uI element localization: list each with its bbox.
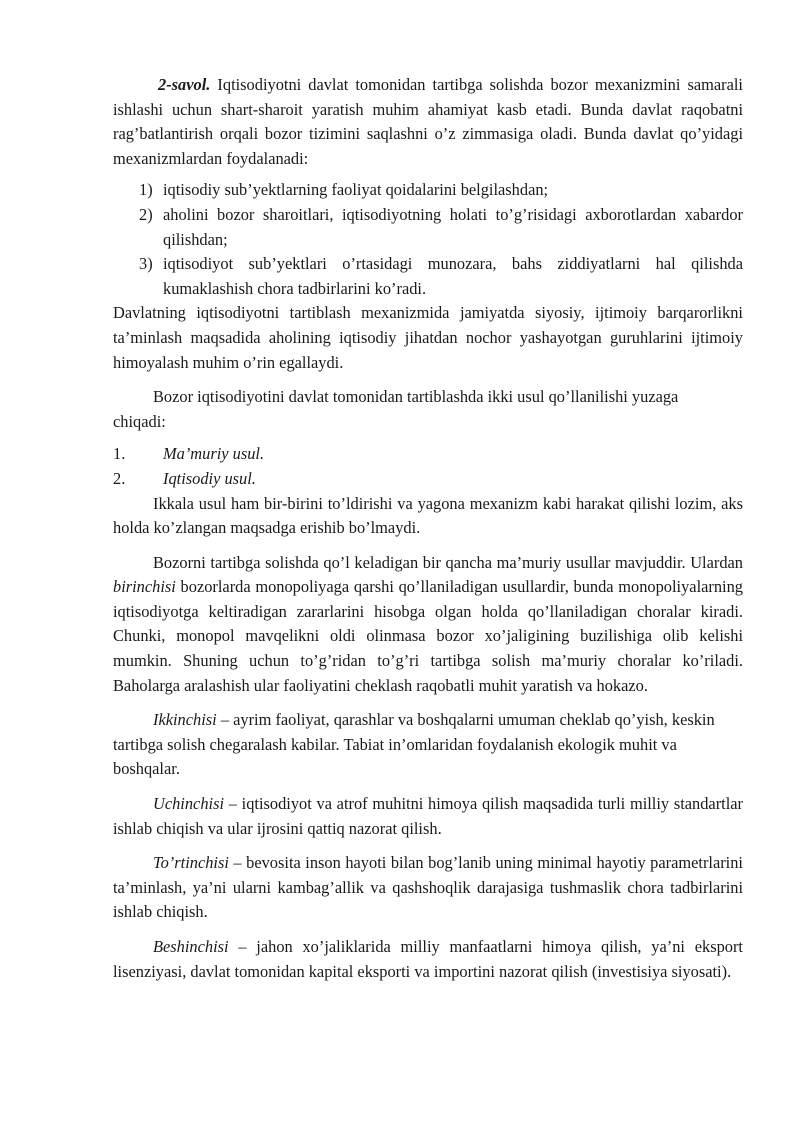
paragraph-complement: Ikkala usul ham bir-birini to’ldirishi va yagona mexanizm kabi harakat qilishi lozim, aks holda ko’zlangan maqsadga erishib bo’lmaydi. <box>113 493 743 538</box>
list-item <box>113 467 743 492</box>
list-item-text: iqtisodiy sub’yektlarning faoliyat qoidalarini belgilashdan; <box>163 180 549 200</box>
emphasis-third: Uchinchisi <box>153 794 225 814</box>
paragraph-text: – ayrim faoliyat, qarashlar va boshqalarni umuman cheklab qo’yish, keskin tartibga solish chegaralash kabilar. Tabiat in’omlaridan foydalanish ekologik muhit va boshqalar. <box>113 710 715 779</box>
paragraph-two-methods: Bozor iqtisodiyotini davlat tomonidan tartiblashda ikki usul qo’llanilishi yuzaga chiqadi: <box>113 387 679 431</box>
list-item-text: Ma’muriy usul. <box>163 444 265 464</box>
paragraph-text: Bozorni tartibga solishda qo’l keladigan bir qancha ma’muriy usullar mavjuddir. Ulardan <box>153 552 743 572</box>
list-number: 3) <box>139 254 153 274</box>
emphasis-first: birinchisi <box>113 577 176 597</box>
emphasis-fifth: Beshinchisi <box>153 937 229 956</box>
emphasis-fourth: To’rtinchisi <box>153 853 229 873</box>
paragraph-text: bozorlarda monopoliyaga qarshi qo’llaniladigan usullardir, bunda monopoliyalarning iqtisodiyotga keltiradigan zararlarini hisobga olgan holda qo’llaniladigan choralar kiradi. Chunki, monopol mavqelikni oldi olinmasa bozor xo’jaligining buzilishiga olib kelishi mumkin. Shuning uchun to’g’ridan to’g’ri tartibga solish ma’muriy choralar ko’riladi. Baholarga aralashish ular faoliyatini cheklash raqobatli muhit yaratish va hokazo. <box>113 577 743 695</box>
question-label: 2-savol. <box>158 75 211 94</box>
list-item-text: Iqtisodiy usul. <box>163 468 256 488</box>
list-item <box>113 178 743 203</box>
paragraph-third <box>113 792 743 841</box>
paragraph-question-2 <box>113 73 743 171</box>
list-number: 1. <box>113 444 126 464</box>
list-number: 1) <box>139 180 153 200</box>
list-item-text: aholini bozor sharoitlari, iqtisodiyotning holati to’g’risidagi axborotlardan xabardor qilishdan; <box>163 204 743 249</box>
list-item <box>113 203 743 252</box>
paragraph-text: – bevosita inson hayoti bilan bog’lanib uning minimal hayotiy parametrlarini ta’minlash, ya’ni ularni kambag’allik va qashshoqlik darajasiga tushmaslik chora tadbirlarini ishlab chiqish. <box>113 853 743 922</box>
list-number: 2) <box>139 204 153 224</box>
paragraph-fifth <box>113 935 743 984</box>
emphasis-second: Ikkinchisi <box>153 710 217 730</box>
paragraph-fourth <box>113 851 743 925</box>
mechanisms-list <box>113 178 743 301</box>
document-page <box>113 73 743 984</box>
paragraph-administrative <box>113 551 743 699</box>
paragraph-text: Iqtisodiyotni davlat tomonidan tartibga solishda bozor mexanizmini samarali ishlashi uchun shart-sharoit yaratish muhim ahamiyat kasb etadi. Bunda davlat raqobatni rag’batlantirish orqali bozor tizimini saqlashni o’z zimmasiga oladi. Bunda davlat qo’yidagi mexanizmlardan foydalanadi: <box>113 75 743 168</box>
paragraph-text: – jahon xo’jaliklarida milliy manfaatlarni himoya qilish, ya’ni eksport lisenziyasi, davlat tomonidan kapital eksporti va importini nazorat qilish (investisiya siyosati). <box>113 937 743 981</box>
list-number: 2. <box>113 468 126 488</box>
paragraph-text: – iqtisodiyot va atrof muhitni himoya qilish maqsadida turli milliy standartlar ishlab chiqish va ular ijrosini qattiq nazorat qilish. <box>113 794 743 838</box>
list-item-text: iqtisodiyot sub’yektlari o’rtasidagi munozara, bahs ziddiyatlarni hal qilishda kumaklashish chora tadbirlarini ko’radi. <box>163 254 743 298</box>
list-item <box>113 252 743 301</box>
methods-list <box>113 442 743 491</box>
list-item <box>113 442 743 467</box>
paragraph-social-protection: Davlatning iqtisodiyotni tartiblash mexanizmida jamiyatda siyosiy, ijtimoiy barqarorlikni ta’minlash maqsadida aholining iqtisodiy jihatdan nochor yashayotgan guruhlarini ijtimoiy himoyalash muhim o’rin egallaydi. <box>113 303 743 372</box>
paragraph-second <box>113 708 743 782</box>
